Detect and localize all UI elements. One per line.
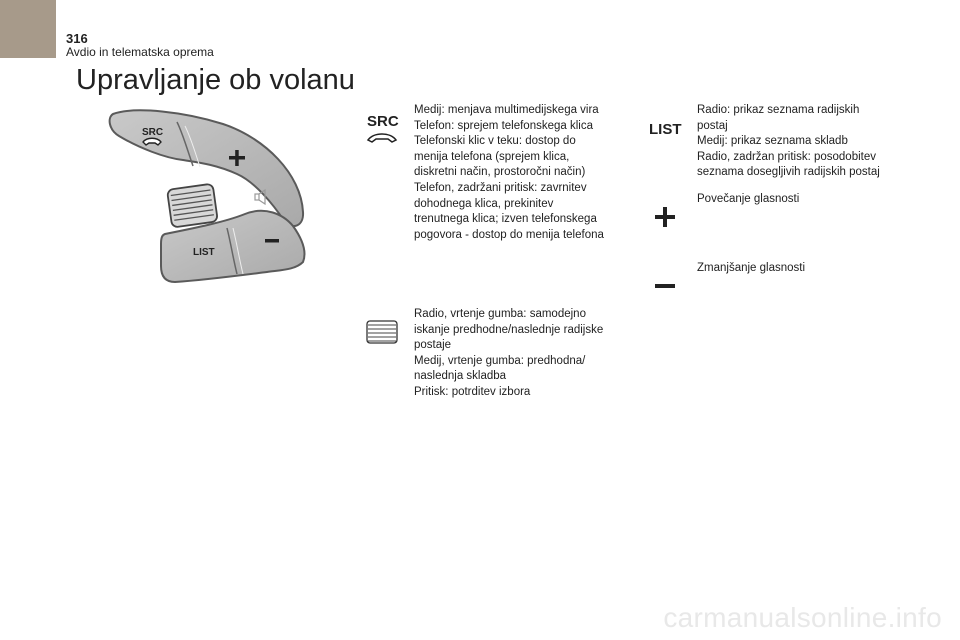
list-button-icon: LIST	[649, 121, 682, 138]
volume-down-symbol	[265, 239, 279, 243]
thumbwheel	[167, 184, 218, 228]
chapter-tab	[0, 0, 56, 58]
minus-icon	[655, 284, 675, 288]
plus-icon	[655, 207, 675, 227]
phone-icon	[366, 131, 398, 143]
wheel-description: Radio, vrtenje gumba: samodejno iskanje predhodne/naslednje radijske postaje Medij, vrtenje gumba: predhodna/ naslednja skladba Pritisk: potrditev izbora	[414, 308, 604, 398]
page-title: Upravljanje ob volanu	[76, 64, 355, 96]
src-description: Medij: menjava multimedijskega vira Telefon: sprejem telefonskega klica Telefonski klic v teku: dostop do menija telefona (sprejem klica, diskretni način, prostoročni način) Telefon, zadržani pritisk: zavrnitev dohodnega klica, prekinitev trenutnega klica; izven telefonskega pogovora - dostop do menija telefona	[414, 104, 604, 241]
src-icon-label: SRC	[367, 113, 399, 130]
src-button-icon	[366, 114, 399, 143]
minus-description: Zmanjšanje glasnosti	[697, 262, 806, 274]
watermark: carmanualsonline.info	[663, 602, 942, 633]
illustration-list-label: LIST	[193, 247, 215, 258]
steering-controls-illustration	[105, 104, 317, 289]
illustration-src-label: SRC	[142, 127, 164, 138]
list-description: Radio: prikaz seznama radijskih postaj Medij: prikaz seznama skladb Radio, zadržan pritisk: posodobitev seznama dosegljivih radijskih postaj	[697, 104, 880, 179]
section-title: Avdio in telematska oprema	[66, 45, 214, 59]
thumbwheel-icon	[366, 320, 398, 344]
plus-description: Povečanje glasnosti	[697, 193, 800, 205]
page-number: 316	[66, 31, 88, 46]
